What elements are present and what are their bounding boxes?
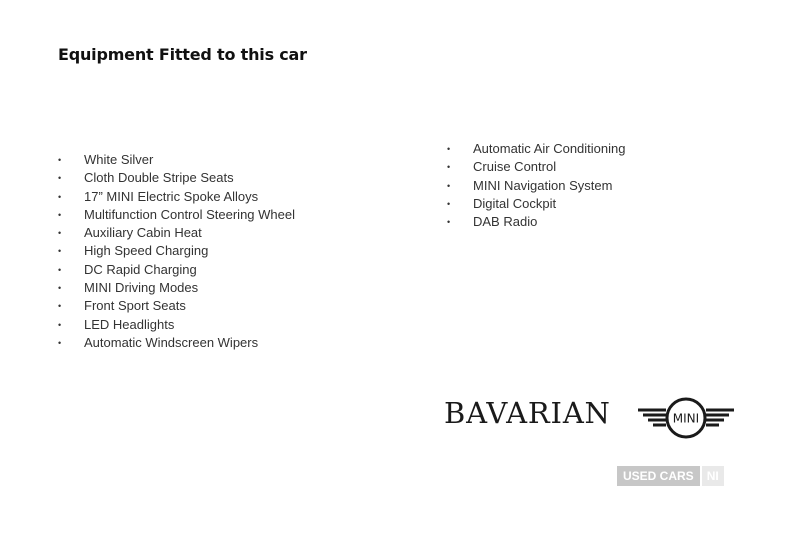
equipment-list-right	[447, 140, 625, 231]
equipment-item-label: Automatic Windscreen Wipers	[84, 334, 259, 350]
bullet-icon: •	[58, 191, 62, 202]
equipment-item	[447, 140, 625, 158]
equipment-item-label: MINI Driving Modes	[84, 280, 199, 296]
equipment-item	[58, 279, 295, 297]
bullet-icon: •	[58, 246, 62, 257]
bullet-icon: •	[447, 198, 451, 209]
dealer-wordmark: BAVARIAN	[444, 396, 611, 430]
equipment-item-label: Cloth Double Stripe Seats	[84, 170, 234, 186]
equipment-item-label: DAB Radio	[473, 214, 538, 230]
bullet-icon: •	[58, 283, 62, 294]
bullet-icon: •	[58, 319, 62, 330]
equipment-item	[58, 297, 295, 315]
bullet-icon: •	[447, 180, 451, 191]
equipment-item-label: Automatic Air Conditioning	[473, 141, 626, 156]
equipment-item-label: MINI Navigation System	[473, 177, 613, 193]
equipment-item	[447, 158, 625, 176]
used-cars-badge	[617, 466, 724, 486]
region-label: NI	[702, 466, 724, 486]
bullet-icon: •	[447, 162, 451, 173]
mini-logo-icon	[636, 396, 736, 442]
equipment-item	[58, 316, 295, 334]
equipment-item	[58, 206, 295, 224]
page-title: Equipment Fitted to this car	[58, 45, 307, 64]
equipment-item-label: Auxiliary Cabin Heat	[84, 225, 202, 241]
bullet-icon: •	[58, 209, 62, 220]
equipment-item	[447, 177, 625, 195]
bullet-icon: •	[447, 144, 451, 154]
equipment-item-label: Cruise Control	[473, 159, 557, 175]
equipment-item-label: White Silver	[84, 152, 154, 167]
equipment-item-label: LED Headlights	[84, 316, 175, 332]
equipment-item-label: Multifunction Control Steering Wheel	[84, 206, 295, 222]
bullet-icon: •	[447, 217, 451, 228]
equipment-item	[58, 151, 295, 169]
equipment-item	[58, 261, 295, 279]
equipment-list-left	[58, 151, 295, 352]
equipment-item	[58, 224, 295, 242]
equipment-item-label: Digital Cockpit	[473, 195, 557, 211]
bullet-icon: •	[58, 228, 62, 239]
equipment-item	[447, 213, 625, 231]
bullet-icon: •	[58, 173, 62, 184]
equipment-item-label: Front Sport Seats	[84, 298, 186, 314]
bullet-icon: •	[58, 155, 62, 165]
equipment-item-label: High Speed Charging	[84, 243, 209, 259]
bullet-icon: •	[58, 301, 62, 312]
dealer-logo	[444, 396, 744, 446]
equipment-item-label: 17” MINI Electric Spoke Alloys	[84, 188, 259, 204]
equipment-item	[58, 242, 295, 260]
equipment-item	[58, 188, 295, 206]
equipment-item	[447, 195, 625, 213]
equipment-item	[58, 334, 295, 352]
mini-logo-text: MINI	[672, 411, 700, 426]
bullet-icon: •	[58, 337, 62, 348]
used-cars-label: USED CARS	[617, 466, 700, 486]
equipment-item-label: DC Rapid Charging	[84, 261, 197, 277]
bullet-icon: •	[58, 264, 62, 275]
equipment-item	[58, 169, 295, 187]
